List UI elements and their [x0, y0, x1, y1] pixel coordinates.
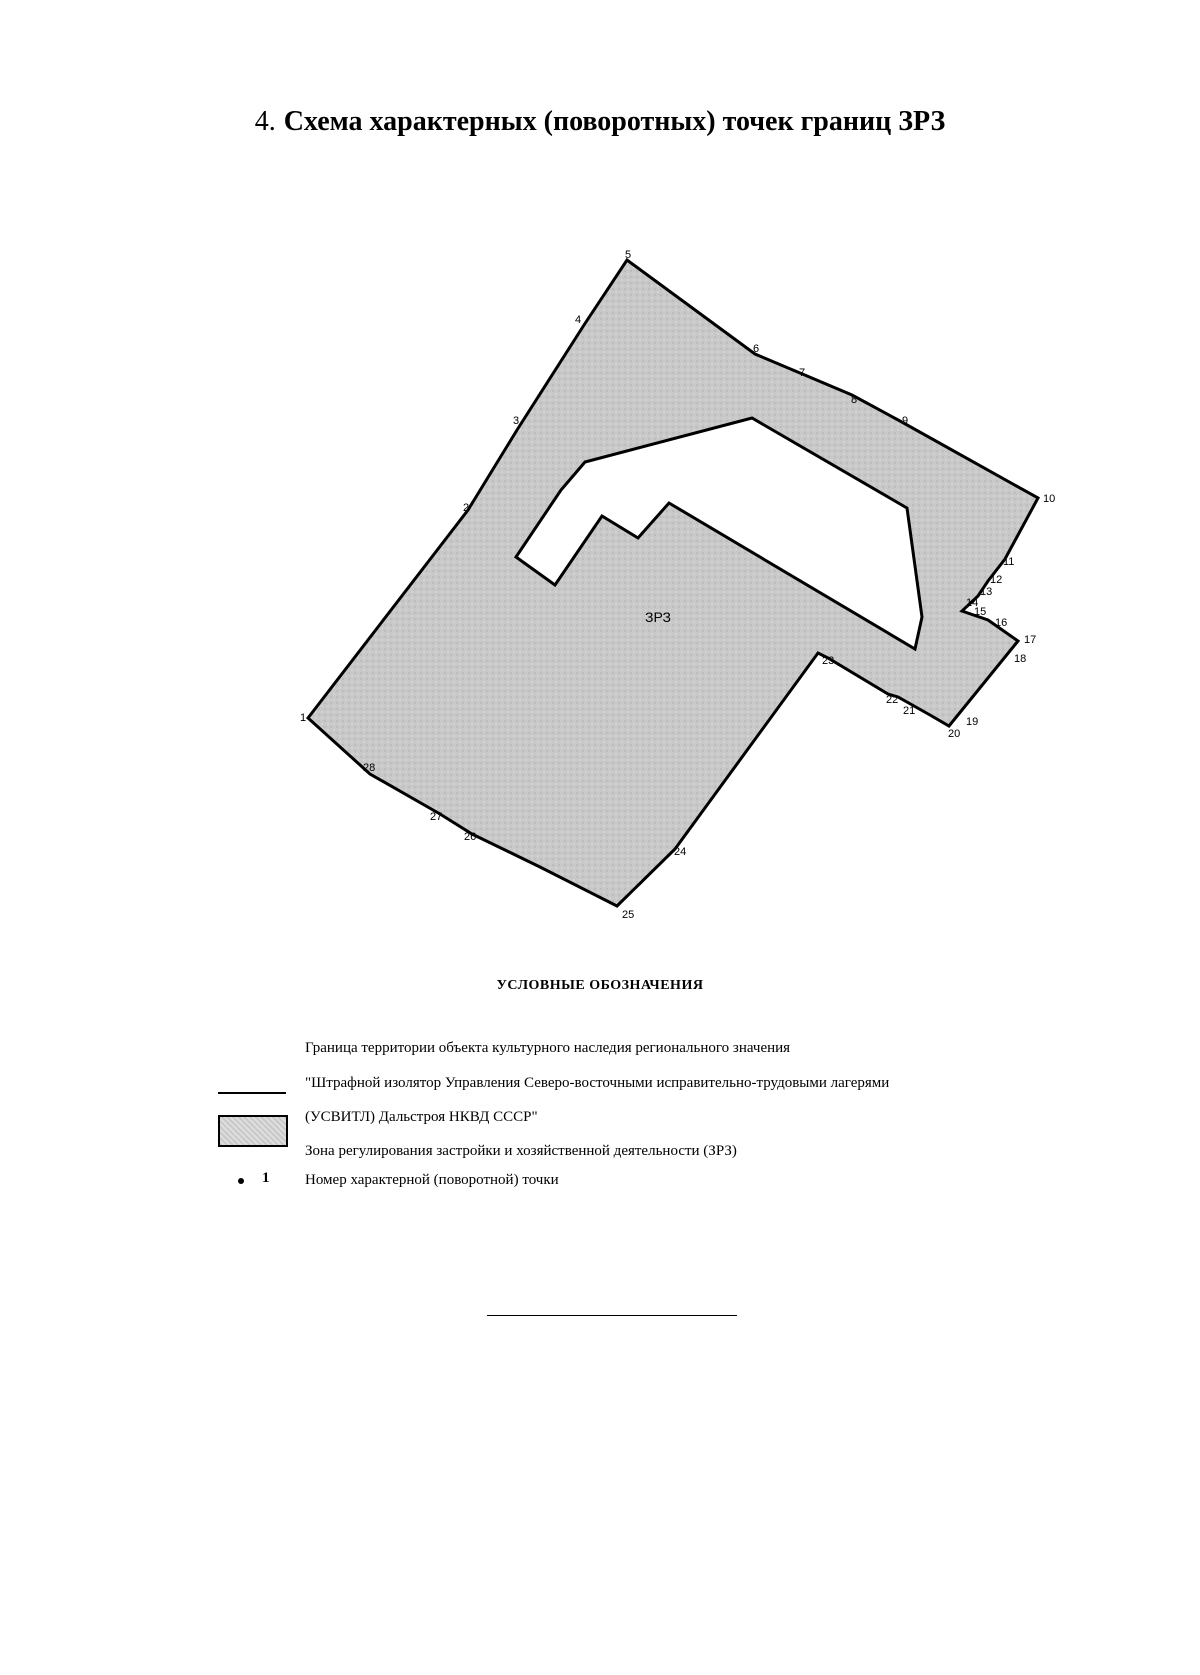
zone-fill-symbol	[218, 1115, 288, 1147]
point-label-13: 13	[980, 586, 993, 598]
point-label-18: 18	[1014, 653, 1027, 665]
point-label-21: 21	[903, 705, 916, 717]
point-label-10: 10	[1043, 493, 1056, 505]
legend-boundary-text-line-1: Граница территории объекта культурного наследия регионального значения	[305, 1040, 791, 1056]
legend-zone-text: Зона регулирования застройки и хозяйственной деятельности (ЗРЗ)	[305, 1143, 737, 1159]
point-label-12: 12	[990, 574, 1003, 586]
legend-title: УСЛОВНЫЕ ОБОЗНАЧЕНИЯ	[496, 978, 704, 993]
point-label-1: 1	[300, 712, 307, 724]
point-label-26: 26	[464, 831, 477, 843]
point-label-5: 5	[625, 249, 632, 261]
point-label-24: 24	[674, 846, 687, 858]
point-symbol-number: 1	[262, 1170, 270, 1186]
point-label-17: 17	[1024, 634, 1037, 646]
point-dot-symbol	[238, 1178, 244, 1184]
point-label-15: 15	[974, 606, 987, 618]
point-label-25: 25	[622, 909, 635, 921]
point-label-16: 16	[995, 617, 1008, 629]
point-label-2: 2	[463, 502, 470, 514]
legend-boundary-text-line-2: "Штрафной изолятор Управления Северо-восточными исправительно-трудовыми лагерями	[305, 1075, 890, 1091]
boundary-line-symbol	[218, 1092, 286, 1094]
bottom-separator-rule	[487, 1315, 737, 1316]
point-label-11: 11	[1003, 556, 1015, 568]
point-label-9: 9	[902, 415, 909, 427]
zrz-zone-polygon	[308, 260, 1038, 906]
point-label-8: 8	[851, 394, 858, 406]
point-label-6: 6	[753, 343, 760, 355]
point-label-4: 4	[575, 314, 582, 326]
zone-label-group	[645, 609, 671, 625]
point-label-14: 14	[966, 597, 979, 609]
point-label-3: 3	[513, 415, 520, 427]
point-label-23: 23	[822, 655, 835, 667]
heading-number: 4.	[254, 106, 276, 137]
point-label-27: 27	[430, 811, 443, 823]
legend-point-text: Номер характерной (поворотной) точки	[305, 1172, 559, 1188]
point-label-28: 28	[363, 762, 376, 774]
point-label-20: 20	[948, 728, 961, 740]
point-label-7: 7	[799, 367, 806, 379]
legend-boundary-text-line-3: (УСВИТЛ) Дальстроя НКВД СССР"	[305, 1109, 538, 1125]
point-label-19: 19	[966, 716, 979, 728]
heading-text: Схема характерных (поворотных) точек границ ЗРЗ	[283, 106, 946, 137]
point-label-22: 22	[886, 694, 899, 706]
zone-label: ЗРЗ	[645, 609, 671, 625]
